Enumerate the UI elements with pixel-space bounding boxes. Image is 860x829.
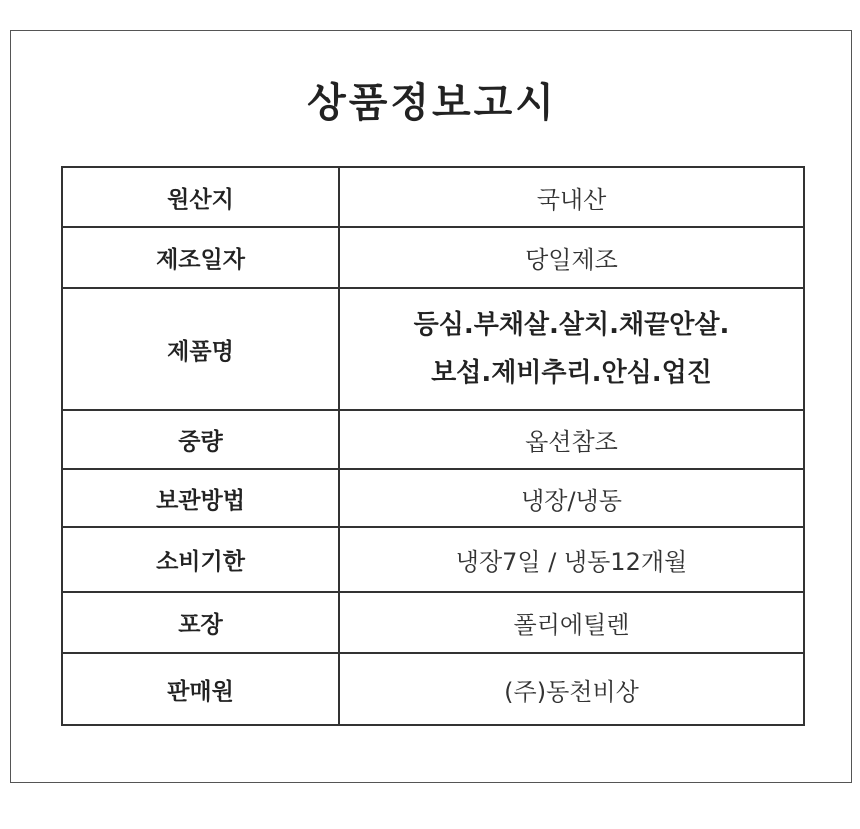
row-label-seller: 판매원 — [62, 653, 339, 725]
row-label-weight: 중량 — [62, 410, 339, 469]
row-label-packaging: 포장 — [62, 592, 339, 653]
table-row — [62, 469, 804, 527]
row-value-origin: 국내산 — [339, 167, 804, 227]
table-row — [62, 227, 804, 288]
row-value-storage: 냉장/냉동 — [339, 469, 804, 527]
table-row — [62, 167, 804, 227]
table-row — [62, 527, 804, 592]
row-value-product-name — [339, 288, 804, 410]
row-value-manufacture-date: 당일제조 — [339, 227, 804, 288]
page-title: 상품정보고시 — [307, 80, 557, 126]
row-label-manufacture-date: 제조일자 — [62, 227, 339, 288]
product-name-line-2: 보섭.제비추리.안심.업진 — [431, 358, 712, 388]
row-label-origin: 원산지 — [62, 167, 339, 227]
row-value-expiry: 냉장7일 / 냉동12개월 — [339, 527, 804, 592]
row-value-weight: 옵션참조 — [339, 410, 804, 469]
table-row — [62, 410, 804, 469]
product-info-table — [61, 166, 805, 726]
notice-frame — [10, 30, 852, 783]
table-row — [62, 653, 804, 725]
row-label-storage: 보관방법 — [62, 469, 339, 527]
row-value-packaging: 폴리에틸렌 — [339, 592, 804, 653]
product-name-line-1: 등심.부채살.살치.채끝안살. — [413, 310, 730, 340]
table-row — [62, 288, 804, 410]
row-label-product-name: 제품명 — [62, 288, 339, 410]
row-label-expiry: 소비기한 — [62, 527, 339, 592]
table-row — [62, 592, 804, 653]
row-value-seller: (주)동천비상 — [339, 653, 804, 725]
